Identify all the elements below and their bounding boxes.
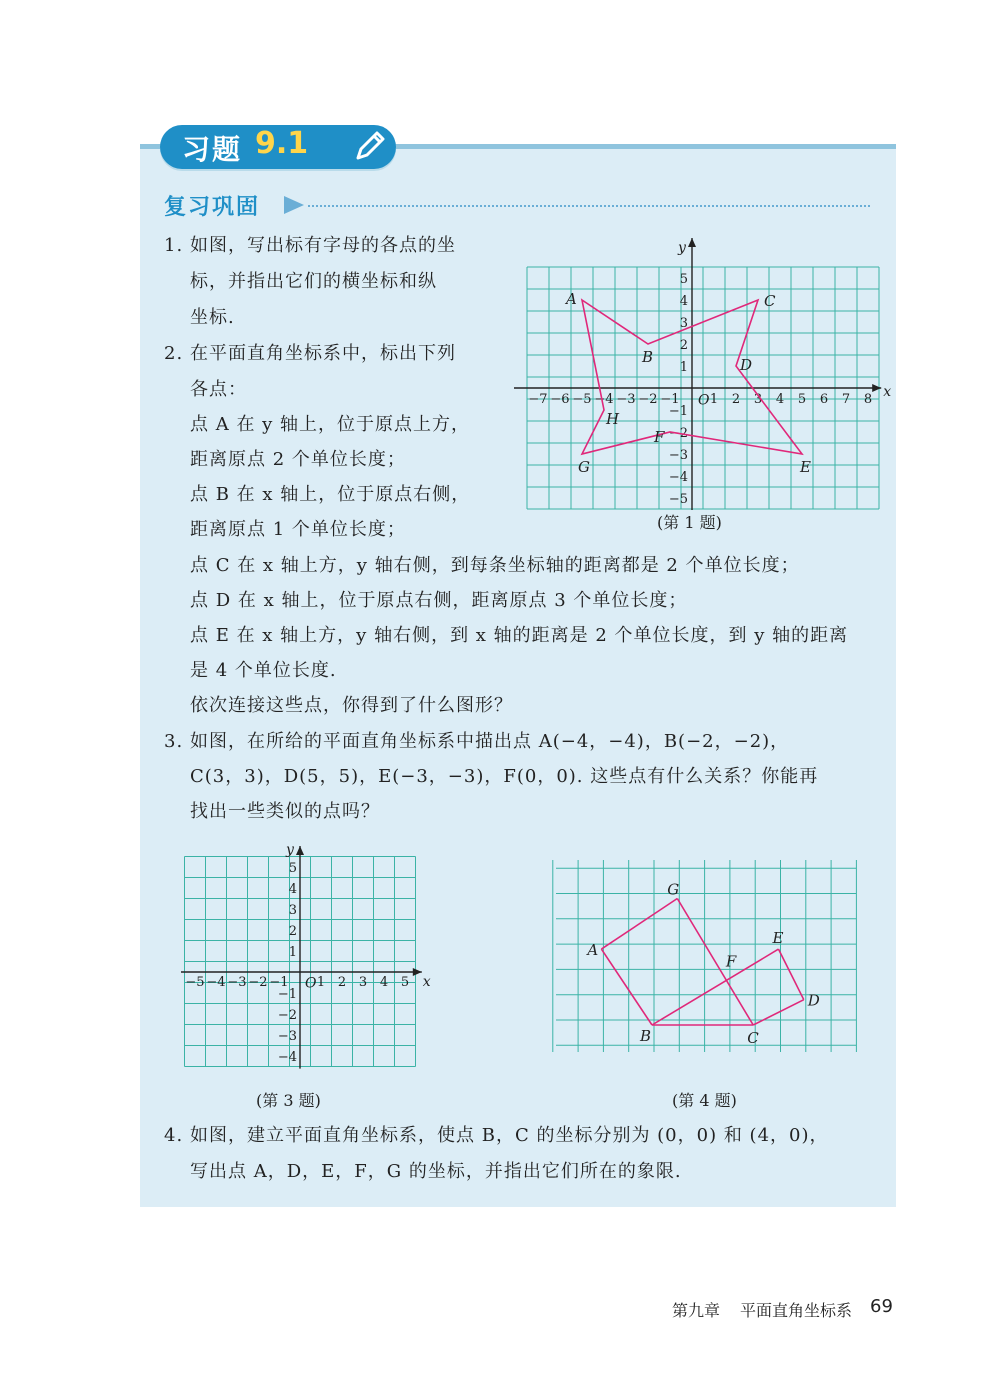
figure-1-caption: (第 1 题) xyxy=(657,513,722,532)
segment-GC xyxy=(677,899,753,1026)
x-tick-label: 4 xyxy=(379,974,389,990)
y-tick-label: 4 xyxy=(679,294,688,309)
problem-2-line: 是 4 个单位长度. xyxy=(190,660,337,681)
y-tick-label: −2 xyxy=(668,426,688,441)
y-tick-label: 1 xyxy=(679,360,688,375)
x-tick-label: 1 xyxy=(709,391,719,407)
y-tick-label: 2 xyxy=(288,924,297,939)
header-number: 9.1 xyxy=(255,126,309,161)
problem-1-number: 1. xyxy=(164,235,184,256)
x-tick-label: −2 xyxy=(248,974,268,990)
triangle-arrow-icon xyxy=(282,194,306,216)
segment-BA xyxy=(601,949,652,1025)
problem-2-line: 在平面直角坐标系中，标出下列 xyxy=(190,343,456,364)
point-label: F xyxy=(654,428,665,446)
problem-1-line: 坐标. xyxy=(190,307,235,328)
x-tick-label: −4 xyxy=(206,974,226,990)
x-tick-label: −5 xyxy=(572,391,592,407)
point-label: F xyxy=(725,952,737,971)
point-label: G xyxy=(578,458,590,476)
x-tick-label: −1 xyxy=(660,391,680,407)
y-tick-label: 5 xyxy=(679,272,688,287)
x-tick-label: 6 xyxy=(819,391,829,407)
x-tick-label: 5 xyxy=(400,974,410,990)
point-label: A xyxy=(587,941,599,960)
point-label: E xyxy=(772,929,784,948)
problem-1-line: 标，并指出它们的横坐标和纵 xyxy=(190,271,437,292)
y-tick-label: −5 xyxy=(668,492,688,507)
y-tick-label: −4 xyxy=(668,470,688,485)
problem-2-line: 点 B 在 x 轴上，位于原点右侧， xyxy=(190,484,471,505)
problem-4-line: 如图，建立平面直角坐标系，使点 B，C 的坐标分别为 (0，0) 和 (4，0)， xyxy=(190,1125,829,1146)
page-number: 69 xyxy=(870,1296,893,1317)
x-tick-label: −4 xyxy=(594,391,614,407)
x-axis-label: x xyxy=(422,974,431,990)
problem-2-line: 点 D 在 x 轴上，位于原点右侧，距离原点 3 个单位长度； xyxy=(190,590,688,611)
x-axis-label: x xyxy=(883,384,892,400)
figure-3-caption: (第 3 题) xyxy=(256,1091,321,1110)
segment-DC xyxy=(753,1000,804,1025)
point-label: D xyxy=(807,991,820,1010)
y-axis-arrow xyxy=(296,846,304,855)
segment-ED xyxy=(779,949,804,1000)
point-label: D xyxy=(740,356,753,374)
y-tick-label: 1 xyxy=(288,945,297,960)
figure-4-graph xyxy=(550,860,860,1060)
y-tick-label: −4 xyxy=(277,1050,297,1065)
y-tick-label: 5 xyxy=(288,861,297,876)
y-tick-label: −3 xyxy=(668,448,688,463)
section-title: 复习巩固 xyxy=(164,195,261,220)
x-tick-label: 7 xyxy=(841,391,851,407)
x-tick-label: −3 xyxy=(227,974,247,990)
section-divider xyxy=(308,205,870,207)
x-tick-label: 5 xyxy=(797,391,807,407)
point-label: C xyxy=(747,1029,759,1047)
footer-chapter-title: 平面直角坐标系 xyxy=(740,1301,853,1320)
figure-1-graph xyxy=(510,232,900,510)
origin-label: O xyxy=(698,392,710,409)
x-tick-label: 2 xyxy=(731,391,741,407)
problem-2-line: 点 C 在 x 轴上方，y 轴右侧，到每条坐标轴的距离都是 2 个单位长度； xyxy=(190,555,800,576)
y-tick-label: −1 xyxy=(277,987,297,1002)
problem-3-number: 3. xyxy=(164,731,184,752)
x-tick-label: 3 xyxy=(358,974,368,990)
problem-2-line: 点 E 在 x 轴上方，y 轴右侧，到 x 轴的距离是 2 个单位长度，到 y 轴的距离 xyxy=(190,625,849,646)
problem-2-line: 依次连接这些点，你得到了什么图形？ xyxy=(190,695,513,716)
x-tick-label: −6 xyxy=(550,391,570,407)
x-tick-label: −2 xyxy=(638,391,658,407)
x-tick-label: 1 xyxy=(316,974,326,990)
problem-4-line: 写出点 A，D，E，F，G 的坐标，并指出它们所在的象限. xyxy=(190,1161,682,1182)
problem-2-line: 距离原点 2 个单位长度； xyxy=(190,449,406,470)
y-tick-label: 4 xyxy=(288,882,297,897)
point-label: C xyxy=(764,292,776,310)
y-axis-label: y xyxy=(286,842,294,858)
y-tick-label: 3 xyxy=(288,903,297,918)
point-label: B xyxy=(640,1027,652,1045)
problem-2-line: 距离原点 1 个单位长度； xyxy=(190,519,406,540)
figure-4-caption: (第 4 题) xyxy=(672,1091,737,1110)
x-axis-arrow xyxy=(872,384,881,392)
x-tick-label: 8 xyxy=(863,391,873,407)
y-axis-arrow xyxy=(688,238,696,247)
problem-2-number: 2. xyxy=(164,343,184,364)
y-tick-label: −3 xyxy=(277,1029,297,1044)
problem-3-line: 如图，在所给的平面直角坐标系中描出点 A(−4，−4)，B(−2，−2)， xyxy=(190,731,790,752)
point-label: B xyxy=(642,348,654,366)
segment-AG xyxy=(601,899,677,950)
footer-chapter: 第九章 xyxy=(672,1301,721,1320)
x-tick-label: 2 xyxy=(337,974,347,990)
x-tick-label: −3 xyxy=(616,391,636,407)
problem-3-line: 找出一些类似的点吗？ xyxy=(190,801,380,822)
problem-3-line: C(3，3)，D(5，5)，E(−3，−3)，F(0，0). 这些点有什么关系？你能再 xyxy=(190,766,819,787)
y-axis-label: y xyxy=(678,240,686,256)
point-label: E xyxy=(800,458,811,476)
point-label: A xyxy=(566,290,577,308)
x-tick-label: 4 xyxy=(775,391,785,407)
pencil-icon xyxy=(352,128,388,164)
figure-3-graph xyxy=(175,840,435,1070)
y-tick-label: −2 xyxy=(277,1008,297,1023)
x-tick-label: −1 xyxy=(269,974,289,990)
x-tick-label: −5 xyxy=(185,974,205,990)
problem-2-line: 点 A 在 y 轴上，位于原点上方， xyxy=(190,414,471,435)
x-tick-label: −7 xyxy=(528,391,548,407)
header-title: 习题 xyxy=(182,133,243,166)
y-tick-label: 2 xyxy=(679,338,688,353)
point-label: G xyxy=(667,880,680,899)
y-tick-label: 3 xyxy=(679,316,688,331)
problem-1-line: 如图，写出标有字母的各点的坐 xyxy=(190,235,456,256)
point-label: H xyxy=(606,410,620,428)
problem-2-line: 各点： xyxy=(190,379,247,400)
x-axis-arrow xyxy=(413,968,422,976)
y-tick-label: −1 xyxy=(668,404,688,419)
origin-label: O xyxy=(305,975,317,992)
problem-4-number: 4. xyxy=(164,1125,184,1146)
x-tick-label: 3 xyxy=(753,391,763,407)
